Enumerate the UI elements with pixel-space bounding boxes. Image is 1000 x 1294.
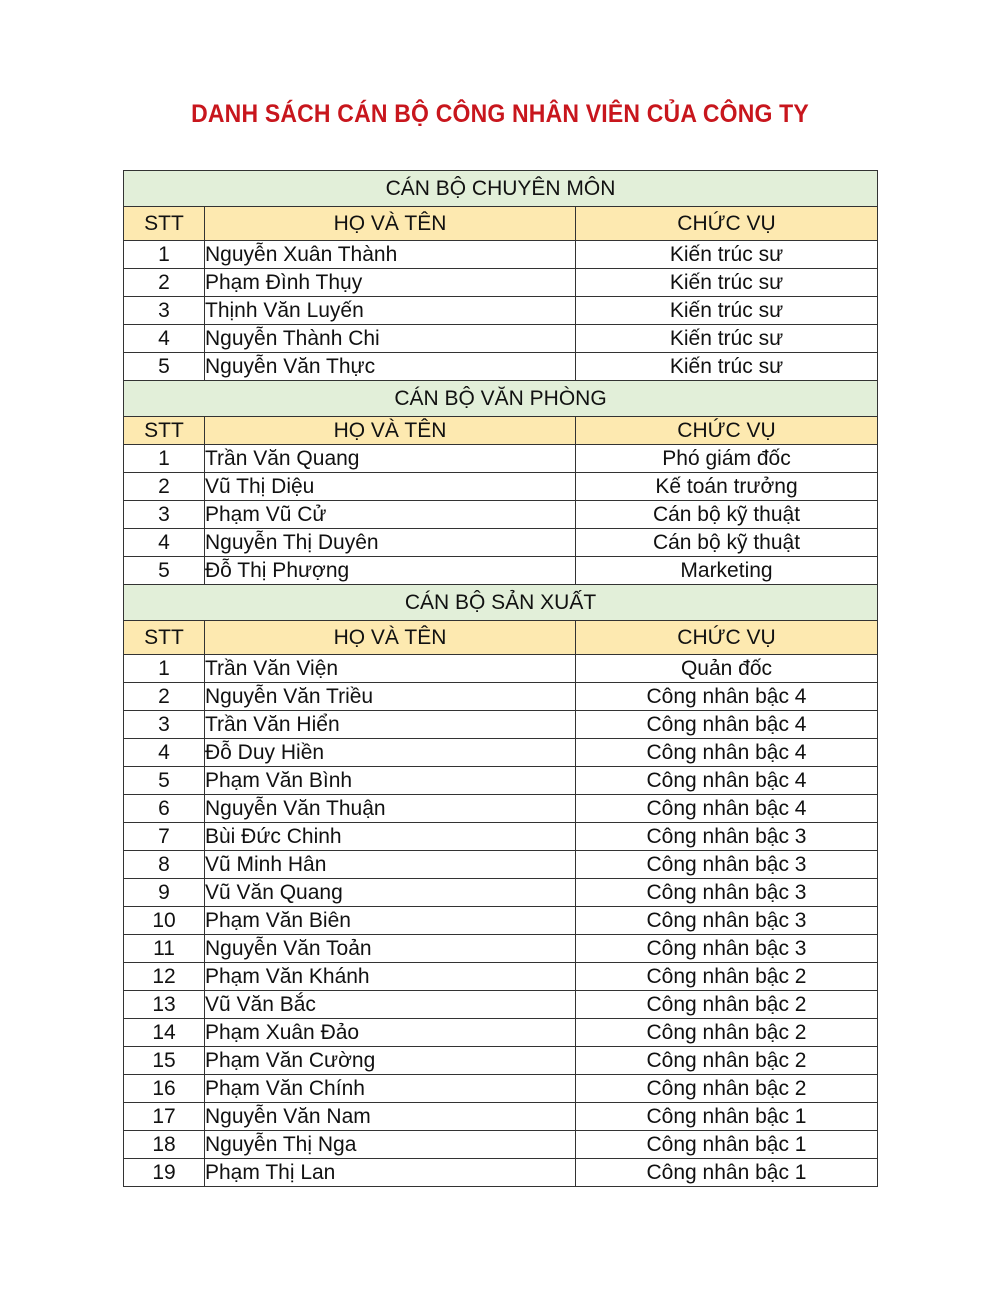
table-row (124, 795, 878, 823)
column-header-stt: STT (124, 207, 205, 241)
table-row (124, 767, 878, 795)
table-row (124, 711, 878, 739)
row-number: 11 (124, 935, 205, 963)
table-row (124, 935, 878, 963)
employee-position: Công nhân bậc 2 (576, 1075, 878, 1103)
table-row (124, 473, 878, 501)
row-number: 3 (124, 711, 205, 739)
table-row (124, 1075, 878, 1103)
table-row (124, 1019, 878, 1047)
column-header-name: HỌ VÀ TÊN (205, 621, 576, 655)
employee-name: Nguyễn Văn Toản (205, 935, 576, 963)
row-number: 3 (124, 501, 205, 529)
employee-position: Phó giám đốc (576, 445, 878, 473)
employee-position: Kiến trúc sư (576, 241, 878, 269)
employee-position: Công nhân bậc 4 (576, 767, 878, 795)
row-number: 4 (124, 739, 205, 767)
employee-name: Đỗ Thị Phượng (205, 557, 576, 585)
employee-name: Nguyễn Văn Nam (205, 1103, 576, 1131)
staff-table (123, 170, 878, 1187)
section-heading-row-van-phong (124, 381, 878, 417)
employee-name: Phạm Đình Thụy (205, 269, 576, 297)
table-row (124, 529, 878, 557)
table-row (124, 851, 878, 879)
employee-name: Thịnh Văn Luyến (205, 297, 576, 325)
employee-position: Cán bộ kỹ thuật (576, 529, 878, 557)
table-row (124, 963, 878, 991)
employee-position: Kiến trúc sư (576, 297, 878, 325)
employee-name: Nguyễn Xuân Thành (205, 241, 576, 269)
row-number: 14 (124, 1019, 205, 1047)
section-heading-row-san-xuat (124, 585, 878, 621)
table-row (124, 1047, 878, 1075)
employee-name: Nguyễn Thành Chi (205, 325, 576, 353)
table-row (124, 269, 878, 297)
row-number: 19 (124, 1159, 205, 1187)
employee-name: Đỗ Duy Hiền (205, 739, 576, 767)
employee-position: Công nhân bậc 1 (576, 1131, 878, 1159)
table-row (124, 1159, 878, 1187)
staff-table-body (124, 171, 878, 1187)
employee-position: Quản đốc (576, 655, 878, 683)
row-number: 2 (124, 683, 205, 711)
employee-name: Phạm Văn Bình (205, 767, 576, 795)
employee-position: Kiến trúc sư (576, 325, 878, 353)
column-header-role: CHỨC VỤ (576, 621, 878, 655)
row-number: 8 (124, 851, 205, 879)
employee-name: Phạm Văn Cường (205, 1047, 576, 1075)
row-number: 9 (124, 879, 205, 907)
employee-position: Công nhân bậc 3 (576, 935, 878, 963)
row-number: 12 (124, 963, 205, 991)
employee-position: Công nhân bậc 4 (576, 683, 878, 711)
row-number: 2 (124, 269, 205, 297)
employee-position: Công nhân bậc 2 (576, 991, 878, 1019)
table-row (124, 557, 878, 585)
employee-name: Vũ Văn Bắc (205, 991, 576, 1019)
row-number: 17 (124, 1103, 205, 1131)
employee-position: Cán bộ kỹ thuật (576, 501, 878, 529)
employee-name: Phạm Xuân Đảo (205, 1019, 576, 1047)
table-row (124, 739, 878, 767)
row-number: 7 (124, 823, 205, 851)
employee-position: Công nhân bậc 3 (576, 879, 878, 907)
employee-name: Nguyễn Thị Duyên (205, 529, 576, 557)
table-row (124, 501, 878, 529)
employee-position: Công nhân bậc 4 (576, 795, 878, 823)
row-number: 10 (124, 907, 205, 935)
employee-position: Công nhân bậc 2 (576, 1019, 878, 1047)
table-row (124, 907, 878, 935)
row-number: 4 (124, 529, 205, 557)
row-number: 5 (124, 353, 205, 381)
row-number: 2 (124, 473, 205, 501)
employee-name: Phạm Văn Khánh (205, 963, 576, 991)
column-header-stt: STT (124, 621, 205, 655)
employee-name: Trần Văn Quang (205, 445, 576, 473)
row-number: 1 (124, 241, 205, 269)
employee-position: Marketing (576, 557, 878, 585)
page-title: DANH SÁCH CÁN BỘ CÔNG NHÂN VIÊN CỦA CÔNG TY (191, 100, 809, 128)
table-row (124, 1131, 878, 1159)
column-header-name: HỌ VÀ TÊN (205, 417, 576, 445)
row-number: 1 (124, 655, 205, 683)
row-number: 6 (124, 795, 205, 823)
employee-position: Kiến trúc sư (576, 269, 878, 297)
section-heading: CÁN BỘ VĂN PHÒNG (124, 381, 878, 417)
employee-name: Vũ Thị Diệu (205, 473, 576, 501)
employee-name: Vũ Minh Hân (205, 851, 576, 879)
employee-position: Kế toán trưởng (576, 473, 878, 501)
table-row (124, 1103, 878, 1131)
section-heading-row-chuyen-mon (124, 171, 878, 207)
column-header-stt: STT (124, 417, 205, 445)
row-number: 4 (124, 325, 205, 353)
employee-name: Nguyễn Thị Nga (205, 1131, 576, 1159)
column-header-row (124, 621, 878, 655)
employee-position: Công nhân bậc 3 (576, 851, 878, 879)
row-number: 13 (124, 991, 205, 1019)
table-row (124, 879, 878, 907)
table-row (124, 991, 878, 1019)
employee-name: Nguyễn Văn Triều (205, 683, 576, 711)
employee-position: Công nhân bậc 2 (576, 963, 878, 991)
employee-name: Phạm Vũ Cử (205, 501, 576, 529)
row-number: 3 (124, 297, 205, 325)
table-row (124, 655, 878, 683)
table-row (124, 353, 878, 381)
employee-name: Vũ Văn Quang (205, 879, 576, 907)
column-header-name: HỌ VÀ TÊN (205, 207, 576, 241)
employee-name: Phạm Văn Chính (205, 1075, 576, 1103)
section-heading: CÁN BỘ CHUYÊN MÔN (124, 171, 878, 207)
employee-position: Kiến trúc sư (576, 353, 878, 381)
employee-name: Trần Văn Viện (205, 655, 576, 683)
employee-position: Công nhân bậc 1 (576, 1159, 878, 1187)
column-header-row (124, 417, 878, 445)
row-number: 5 (124, 767, 205, 795)
employee-position: Công nhân bậc 4 (576, 711, 878, 739)
row-number: 1 (124, 445, 205, 473)
employee-name: Nguyễn Văn Thuận (205, 795, 576, 823)
table-row (124, 241, 878, 269)
row-number: 15 (124, 1047, 205, 1075)
employee-position: Công nhân bậc 4 (576, 739, 878, 767)
row-number: 18 (124, 1131, 205, 1159)
section-heading: CÁN BỘ SẢN XUẤT (124, 585, 878, 621)
column-header-role: CHỨC VỤ (576, 417, 878, 445)
row-number: 5 (124, 557, 205, 585)
employee-name: Phạm Văn Biên (205, 907, 576, 935)
row-number: 16 (124, 1075, 205, 1103)
column-header-role: CHỨC VỤ (576, 207, 878, 241)
employee-position: Công nhân bậc 3 (576, 823, 878, 851)
employee-name: Nguyễn Văn Thực (205, 353, 576, 381)
table-row (124, 683, 878, 711)
table-row (124, 325, 878, 353)
table-row (124, 297, 878, 325)
employee-position: Công nhân bậc 1 (576, 1103, 878, 1131)
table-row (124, 445, 878, 473)
employee-name: Phạm Thị Lan (205, 1159, 576, 1187)
employee-position: Công nhân bậc 3 (576, 907, 878, 935)
employee-name: Bùi Đức Chinh (205, 823, 576, 851)
employee-position: Công nhân bậc 2 (576, 1047, 878, 1075)
table-row (124, 823, 878, 851)
employee-name: Trần Văn Hiển (205, 711, 576, 739)
column-header-row (124, 207, 878, 241)
